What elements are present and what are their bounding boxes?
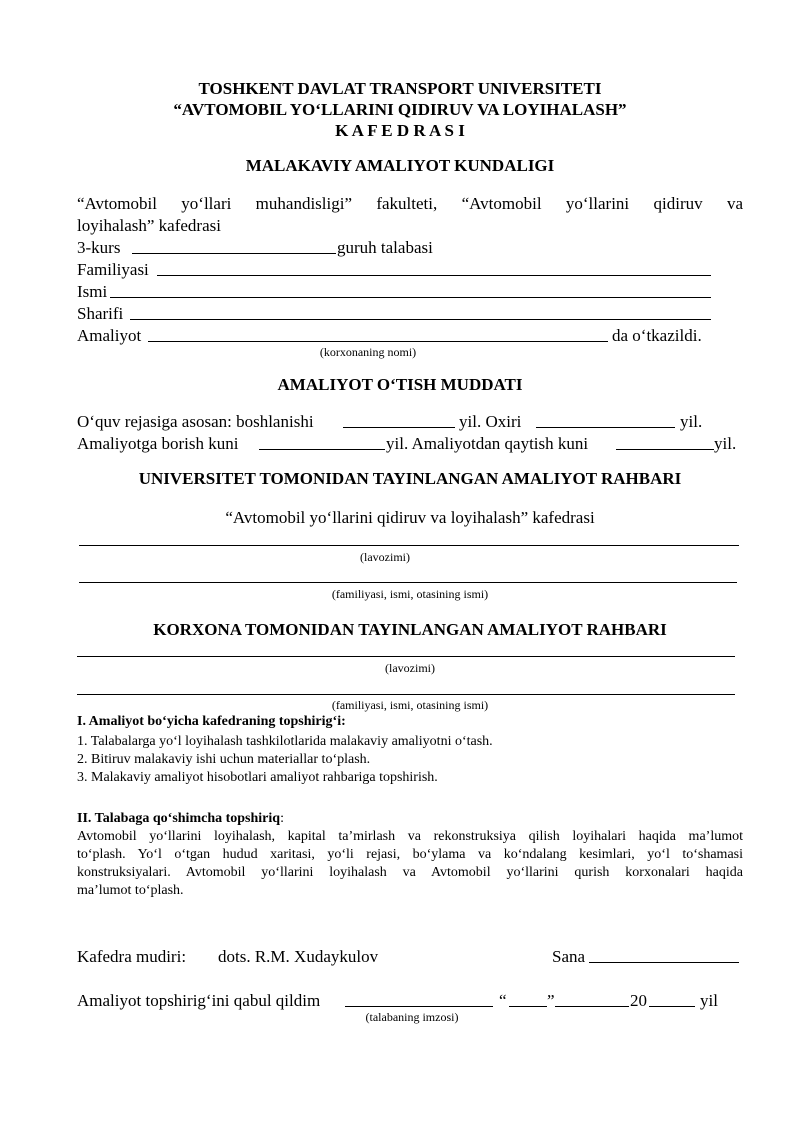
univ-supervisor-title: UNIVERSITET TOMONIDAN TAYINLANGAN AMALIYOT RAHBARI [138,469,682,488]
end-year-label: yil. [680,412,703,431]
year-suffix: yil [700,991,718,1010]
task-item-1: 1. Talabalarga yo‘l loyihalash tashkilotlarida malakaviy amaliyotni o‘tash. [77,734,493,749]
page-title: MALAKAVIY AMALIYOT KUNDALIGI [245,156,555,175]
extra-title-row [77,810,284,828]
name-field[interactable] [110,297,711,298]
extra-line-3: konstruksiyalari. Avtomobil yo‘llarini loyihalash va Avtomobil yo‘llarini qurish korxonalari haqida [77,865,743,880]
year-field[interactable] [649,1006,695,1007]
task-item-3: 3. Malakaviy amaliyot hisobotlari amaliyot rahbariga topshirish. [77,770,438,785]
date-label: Sana [552,947,586,966]
extra-title: II. Talabaga qo‘shimcha topshiriq [77,811,281,826]
patronymic-label: Sharifi [77,304,124,323]
day-field[interactable] [509,1006,547,1007]
return-label: yil. Amaliyotdan qaytish kuni [386,434,589,453]
return-year-label: yil. [714,434,737,453]
univ-position-field[interactable] [79,545,739,546]
group-label: guruh talabasi [337,238,433,257]
practice-company-field[interactable] [148,341,608,342]
company-position-caption: (lavozimi) [385,661,435,675]
univ-name-caption: (familiyasi, ismi, otasining ismi) [331,587,489,601]
group-field[interactable] [132,253,336,254]
extra-line-2: to‘plash. Yo‘l o‘tgan hudud xaritasi, yo‘li rejasi, bo‘ylama va ko‘ndalang kesimlari, yo‘l to‘shamasi [77,847,743,862]
accept-label: Amaliyot topshirig‘ini qabul qildim [77,991,321,1010]
company-name-caption: (familiyasi, ismi, otasining ismi) [331,698,489,712]
departure-label: Amaliyotga borish kuni [77,434,239,453]
return-date-field[interactable] [616,449,714,450]
student-signature-field[interactable] [345,1006,493,1007]
end-date-field[interactable] [536,427,675,428]
quote-close: ” [547,991,555,1010]
extra-line-4: ma’lumot to‘plash. [77,883,184,898]
name-label: Ismi [77,282,108,301]
tasks-title: I. Amaliyot bo‘yicha kafedraning topshirig‘i: [77,714,346,729]
start-date-field[interactable] [343,427,455,428]
student-signature-caption: (talabaning imzosi) [365,1010,459,1024]
patronymic-field[interactable] [130,319,711,320]
practice-label: Amaliyot [77,326,142,345]
extra-colon: : [280,811,284,826]
year-prefix: 20 [630,991,647,1010]
department-name: “AVTOMOBIL YO‘LLARINI QIDIRUV VA LOYIHALASH” [173,100,627,119]
date-field[interactable] [589,962,739,963]
faculty-line-1: “Avtomobil yo‘llari muhandisligi” fakulteti, “Avtomobil yo‘llarini qidiruv va [77,194,743,213]
surname-field[interactable] [157,275,711,276]
univ-name-field[interactable] [79,582,737,583]
extra-line-1: Avtomobil yo‘llarini loyihalash, kapital ta’mirlash va rekonstruksiya qilish loyihalari haqida ma’lumot [77,829,743,844]
course-label: 3-kurs [77,238,121,257]
company-supervisor-title: KORXONA TOMONIDAN TAYINLANGAN AMALIYOT RAHBARI [153,620,667,639]
end-label: yil. Oxiri [459,412,522,431]
month-field[interactable] [555,1006,629,1007]
univ-position-caption: (lavozimi) [360,550,410,564]
head-label: Kafedra mudiri: [77,947,187,966]
kafedra-label: K A F E D R A S I [335,121,465,140]
company-position-field[interactable] [77,656,735,657]
univ-supervisor-dept: “Avtomobil yo‘llarini qidiruv va loyihalash” kafedrasi [225,508,595,527]
period-title: AMALIYOT O‘TISH MUDDATI [277,375,523,394]
quote-open: “ [499,991,507,1010]
surname-label: Familiyasi [77,260,149,279]
head-name: dots. R.M. Xudaykulov [218,947,379,966]
task-item-2: 2. Bitiruv malakaviy ishi uchun materiallar to‘plash. [77,752,371,767]
company-name-field[interactable] [77,694,735,695]
plan-label: O‘quv rejasiga asosan: boshlanishi [77,412,314,431]
company-caption: (korxonaning nomi) [319,345,417,359]
departure-date-field[interactable] [259,449,385,450]
faculty-line-2: loyihalash” kafedrasi [77,216,221,235]
university-name: TOSHKENT DAVLAT TRANSPORT UNIVERSITETI [198,79,602,98]
practice-suffix: da o‘tkazildi. [612,326,702,345]
